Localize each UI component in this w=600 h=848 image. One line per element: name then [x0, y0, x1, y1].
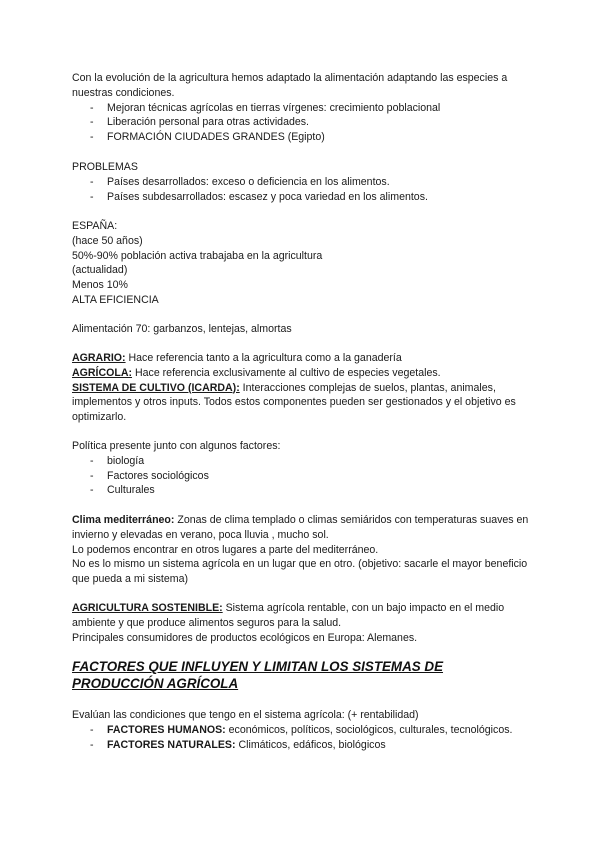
sistema-text: Interacciones complejas de suelos, plantas, animales, implementos y otros inputs. Todos estos componentes pueden ser gestionados y el objetivo es optimizarlo.: [72, 381, 516, 424]
alimentacion-section: [72, 322, 542, 337]
sostenible-section: [72, 601, 542, 645]
list-item: - biología: [72, 454, 542, 469]
espana-line: 50%-90% población activa trabajaba en la agricultura: [72, 249, 323, 262]
politica-list: [72, 454, 542, 498]
agricola-definition: [72, 366, 542, 381]
naturales-text: Climáticos, edáficos, biológicos: [235, 738, 386, 751]
factores-section: [72, 708, 542, 752]
clima-line: No es lo mismo un sistema agrícola en un lugar que en otro. (objetivo: sacarle el mayor beneficio que pueda a mi sistema): [72, 558, 528, 586]
list-item: - Culturales: [72, 483, 542, 498]
sistema-definition: [72, 381, 542, 425]
factores-list: [72, 723, 542, 753]
definitions-section: [72, 351, 542, 425]
naturales-term: FACTORES NATURALES:: [107, 738, 236, 751]
sostenible-line: Principales consumidores de productos ecológicos en Europa: Alemanes.: [72, 631, 418, 644]
agricola-term: AGRÍCOLA:: [72, 366, 133, 379]
factores-heading: FACTORES QUE INFLUYEN Y LIMITAN LOS SISTEMAS DE PRODUCCIÓN AGRÍCOLA: [72, 659, 444, 691]
sostenible-text: Sistema agrícola rentable, con un bajo impacto en el medio ambiente y que produce alimentos seguros para la salud.: [72, 602, 505, 629]
list-item: - Mejoran técnicas agrícolas en tierras vírgenes: crecimiento poblacional: [72, 101, 542, 116]
factores-text: Evalúan las condiciones que tengo en el sistema agrícola: (+ rentabilidad): [72, 709, 419, 721]
factores-heading-block: [72, 658, 452, 692]
problemas-section: [72, 160, 542, 204]
alimentacion-line: Alimentación 70: garbanzos, lentejas, almortas: [72, 323, 292, 335]
espana-line: (actualidad): [72, 264, 128, 277]
list-item: [72, 738, 542, 753]
intro-paragraph: Con la evolución de la agricultura hemos adaptado la alimentación adaptando las especies a nuestras condiciones.: [72, 72, 508, 99]
clima-text: Zonas de clima templado o climas semiáridos con temperaturas suaves en invierno y elevadas en verano, poca lluvia , mucho sol.: [72, 514, 529, 541]
intro-section: [72, 71, 542, 145]
list-item: [72, 723, 542, 738]
list-item: - Países desarrollados: exceso o deficiencia en los alimentos.: [72, 175, 542, 190]
espana-line: ESPAÑA:: [72, 220, 118, 232]
clima-line: Lo podemos encontrar en otros lugares a parte del mediterráneo.: [72, 543, 379, 556]
agrario-text: Hace referencia tanto a la agricultura como a la ganadería: [125, 352, 402, 364]
list-item: - FORMACIÓN CIUDADES GRANDES (Egipto): [72, 130, 542, 145]
humanos-text: económicos, políticos, sociológicos, culturales, tecnológicos.: [225, 723, 513, 736]
intro-list: [72, 101, 542, 145]
clima-section: [72, 513, 542, 587]
espana-line: ALTA EFICIENCIA: [72, 293, 159, 306]
espana-section: [72, 219, 542, 308]
list-item: - Países subdesarrollados: escasez y poca variedad en los alimentos.: [72, 190, 542, 205]
politica-text: Política presente junto con algunos factores:: [72, 440, 281, 452]
problemas-list: [72, 175, 542, 205]
espana-line: Menos 10%: [72, 279, 128, 292]
problemas-title: PROBLEMAS: [72, 161, 138, 173]
sostenible-definition: [72, 601, 542, 631]
list-item: - Factores sociológicos: [72, 469, 542, 484]
agrario-definition: [72, 351, 542, 366]
politica-section: [72, 439, 542, 498]
sistema-term: SISTEMA DE CULTIVO (ICARDA):: [72, 381, 240, 394]
clima-definition: [72, 513, 542, 543]
espana-line: (hace 50 años): [72, 234, 143, 247]
humanos-term: FACTORES HUMANOS:: [107, 723, 226, 736]
clima-term: Clima mediterráneo:: [72, 514, 175, 526]
agrario-term: AGRARIO:: [72, 352, 126, 364]
agricola-text: Hace referencia exclusivamente al cultivo de especies vegetales.: [132, 366, 441, 379]
sostenible-term: AGRICULTURA SOSTENIBLE:: [72, 602, 223, 614]
list-item: - Liberación personal para otras actividades.: [72, 115, 542, 130]
